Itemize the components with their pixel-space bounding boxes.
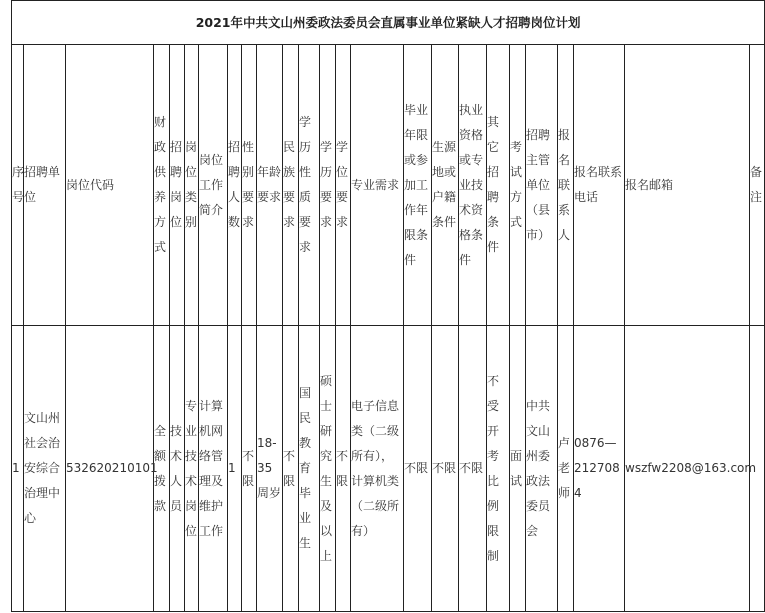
recruitment-plan-table xyxy=(11,0,765,612)
table-title: 2021年中共文山州委政法委员会直属事业单位紧缺人才招聘岗位计划 xyxy=(12,1,765,45)
header-cell: 执业资格或专业技术资格条件 xyxy=(459,45,487,326)
header-cell: 学位要求 xyxy=(336,45,351,326)
cell-headcount: 1 xyxy=(228,326,242,612)
header-cell: 序号 xyxy=(12,45,24,326)
cell-other-conditions: 不受开考比例限制 xyxy=(487,326,510,612)
cell-position: 技术人员 xyxy=(170,326,185,612)
cell-position-type: 专业技术岗位 xyxy=(185,326,199,612)
cell-position-code: 532620210101 xyxy=(66,326,154,612)
cell-gender: 不限 xyxy=(242,326,257,612)
cell-qualification: 不限 xyxy=(459,326,487,612)
cell-exam-method: 面试 xyxy=(510,326,526,612)
cell-authority: 中共文山州委政法委员会 xyxy=(526,326,558,612)
cell-education: 硕士研究生及以上 xyxy=(320,326,336,612)
header-cell: 民族要求 xyxy=(283,45,299,326)
cell-education-type: 国民教育毕业生 xyxy=(299,326,320,612)
cell-degree: 不限 xyxy=(336,326,351,612)
header-cell: 岗位工作简介 xyxy=(199,45,228,326)
header-cell: 学历性质要求 xyxy=(299,45,320,326)
table-row xyxy=(12,326,765,612)
header-cell: 岗位代码 xyxy=(66,45,154,326)
cell-contact: 卢老师 xyxy=(558,326,574,612)
cell-ethnicity: 不限 xyxy=(283,326,299,612)
header-cell: 备注 xyxy=(750,45,765,326)
header-cell: 生源地或户籍条件 xyxy=(432,45,459,326)
header-cell: 报名联系电话 xyxy=(574,45,625,326)
header-cell: 学历要求 xyxy=(320,45,336,326)
header-cell: 年龄要求 xyxy=(257,45,283,326)
cell-unit: 文山州社会治安综合治理中心 xyxy=(24,326,66,612)
cell-job-brief: 计算机网络管理及维护工作 xyxy=(199,326,228,612)
cell-funding: 全额拨款 xyxy=(154,326,170,612)
header-cell: 考试方式 xyxy=(510,45,526,326)
cell-major: 电子信息类（二级所有），计算机类（二级所有） xyxy=(351,326,404,612)
header-cell: 专业需求 xyxy=(351,45,404,326)
header-cell: 招聘人数 xyxy=(228,45,242,326)
cell-graduation-years: 不限 xyxy=(404,326,432,612)
header-cell: 岗位类别 xyxy=(185,45,199,326)
header-cell: 招聘主管单位（县市） xyxy=(526,45,558,326)
cell-serial: 1 xyxy=(12,326,24,612)
header-cell: 招聘单位 xyxy=(24,45,66,326)
header-row xyxy=(12,45,765,326)
cell-email: wszfw2208@163.com xyxy=(625,326,750,612)
cell-origin: 不限 xyxy=(432,326,459,612)
cell-age: 18-35周岁 xyxy=(257,326,283,612)
header-cell: 报名联系人 xyxy=(558,45,574,326)
header-cell: 毕业年限或参加工作年限条件 xyxy=(404,45,432,326)
cell-phone: 0876—2127084 xyxy=(574,326,625,612)
header-cell: 报名邮箱 xyxy=(625,45,750,326)
header-cell: 招聘岗位 xyxy=(170,45,185,326)
header-cell: 其它招聘条件 xyxy=(487,45,510,326)
header-cell: 性别要求 xyxy=(242,45,257,326)
header-cell: 财政供养方式 xyxy=(154,45,170,326)
